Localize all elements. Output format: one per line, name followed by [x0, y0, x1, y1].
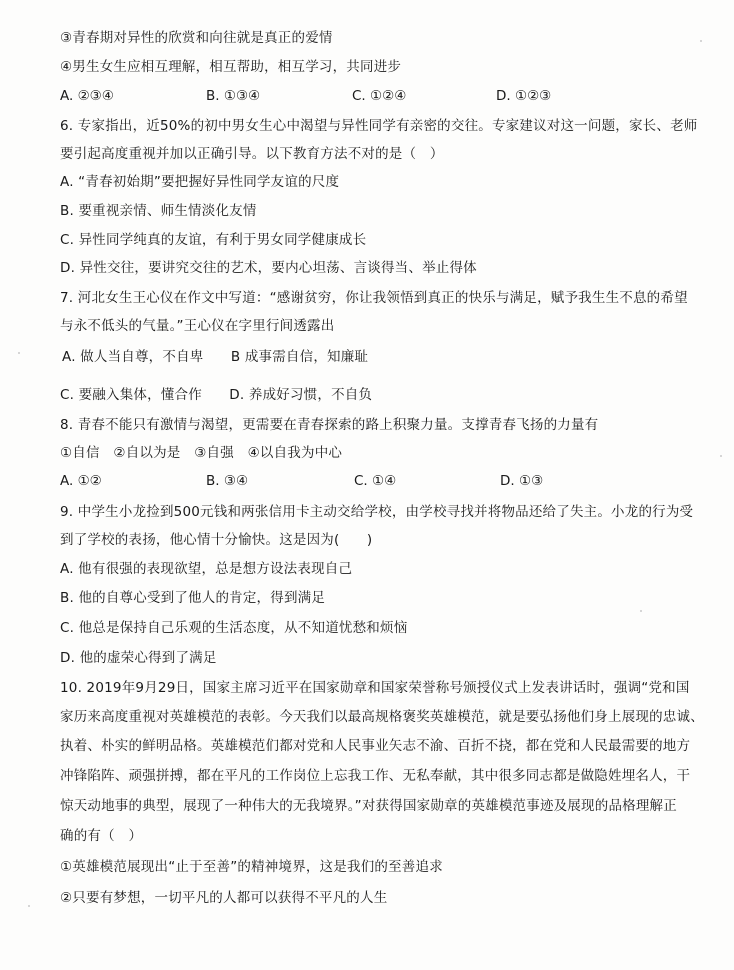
q6-option-b: B. 要重视亲情、师生情淡化友情	[60, 203, 257, 219]
q6-stem-line2: 要引起高度重视并加以正确引导。以下教育方法不对的是（ ）	[60, 146, 444, 162]
q8-option-d: D. ①③	[500, 473, 544, 489]
statement-4: ④男生女生应相互理解，相互帮助，相互学习，共同进步	[60, 59, 402, 75]
q9-option-d: D. 他的虚荣心得到了满足	[60, 650, 217, 666]
q8-option-a: A. ①②	[60, 473, 102, 489]
q9-option-c: C. 他总是保持自己乐观的生活态度，从不知道忧愁和烦恼	[60, 620, 408, 636]
q5-option-d: D. ①②③	[496, 88, 552, 104]
scan-speck	[640, 610, 642, 612]
q6-stem-line1: 6. 专家指出，近50%的初中男女生心中渴望与异性同学有亲密的交往。专家建议对这一问题，家长、老师	[60, 118, 698, 134]
q10-stem-line4: 冲锋陷阵、顽强拼搏，都在平凡的工作岗位上忘我工作、无私奉献，其中很多同志都是做隐姓埋名人，干	[60, 768, 691, 784]
q9-option-a: A. 他有很强的表现欲望，总是想方设法表现自己	[60, 561, 353, 577]
q7-stem-line1: 7. 河北女生王心仪在作文中写道：“感谢贫穷，你让我领悟到真正的快乐与满足，赋予我生生不息的希望	[60, 290, 688, 306]
q7-options-ab: A. 做人当自尊，不自卑 B 成事需自信，知廉耻	[62, 349, 369, 365]
q9-stem-line1: 9. 中学生小龙捡到500元钱和两张信用卡主动交给学校，由学校寻找并将物品还给了失主。小龙的行为受	[60, 504, 694, 520]
q8-option-b: B. ③④	[206, 473, 249, 489]
scan-speck	[700, 40, 702, 42]
scan-speck	[720, 455, 722, 457]
statement-3: ③青春期对异性的欣赏和向往就是真正的爱情	[60, 30, 333, 46]
q8-stem: 8. 青春不能只有激情与渴望，更需要在青春探索的路上积聚力量。支撑青春飞扬的力量有	[60, 417, 599, 433]
scan-speck	[28, 905, 30, 907]
q6-option-d: D. 异性交往，要讲究交往的艺术，要内心坦荡、言谈得当、举止得体	[60, 260, 477, 276]
q10-statement-2: ②只要有梦想，一切平凡的人都可以获得不平凡的人生	[60, 890, 388, 906]
q6-option-c: C. 异性同学纯真的友谊，有利于男女同学健康成长	[60, 232, 367, 248]
q10-stem-line6: 确的有（ ）	[60, 828, 143, 844]
q10-stem-line1: 10. 2019年9月29日，国家主席习近平在国家勋章和国家荣誉称号颁授仪式上发表讲话时，强调“党和国	[60, 680, 690, 696]
scan-speck	[18, 352, 20, 354]
q10-statement-1: ①英雄模范展现出“止于至善”的精神境界，这是我们的至善追求	[60, 859, 443, 875]
q9-stem-line2: 到了学校的表扬，他心情十分愉快。这是因为( )	[60, 532, 373, 548]
q5-option-c: C. ①②④	[352, 88, 407, 104]
q7-options-cd: C. 要融入集体，懂合作 D. 养成好习惯，不自负	[60, 387, 373, 403]
q7-stem-line2: 与永不低头的气量。”王心仪在字里行间透露出	[60, 318, 335, 334]
q5-option-a: A. ②③④	[60, 88, 114, 104]
q10-stem-line3: 执着、朴实的鲜明品格。英雄模范们都对党和人民事业矢志不渝、百折不挠，都在党和人民最需要的地方	[60, 738, 691, 754]
q10-stem-line2: 家历来高度重视对英雄模范的表彰。今天我们以最高规格褒奖英雄模范，就是要弘扬他们身上展现的忠诚、	[60, 709, 704, 725]
q9-option-b: B. 他的自尊心受到了他人的肯定，得到满足	[60, 590, 326, 606]
q8-option-c: C. ①④	[354, 473, 397, 489]
q5-option-b: B. ①③④	[206, 88, 261, 104]
q10-stem-line5: 惊天动地事的典型，展现了一种伟大的无我境界。”对获得国家勋章的英雄模范事迹及展现的品格理解正	[60, 798, 677, 814]
q8-statements: ①自信 ②自以为是 ③自强 ④以自我为中心	[60, 445, 343, 461]
q6-option-a: A. “青春初始期”要把握好异性同学友谊的尺度	[60, 174, 340, 190]
